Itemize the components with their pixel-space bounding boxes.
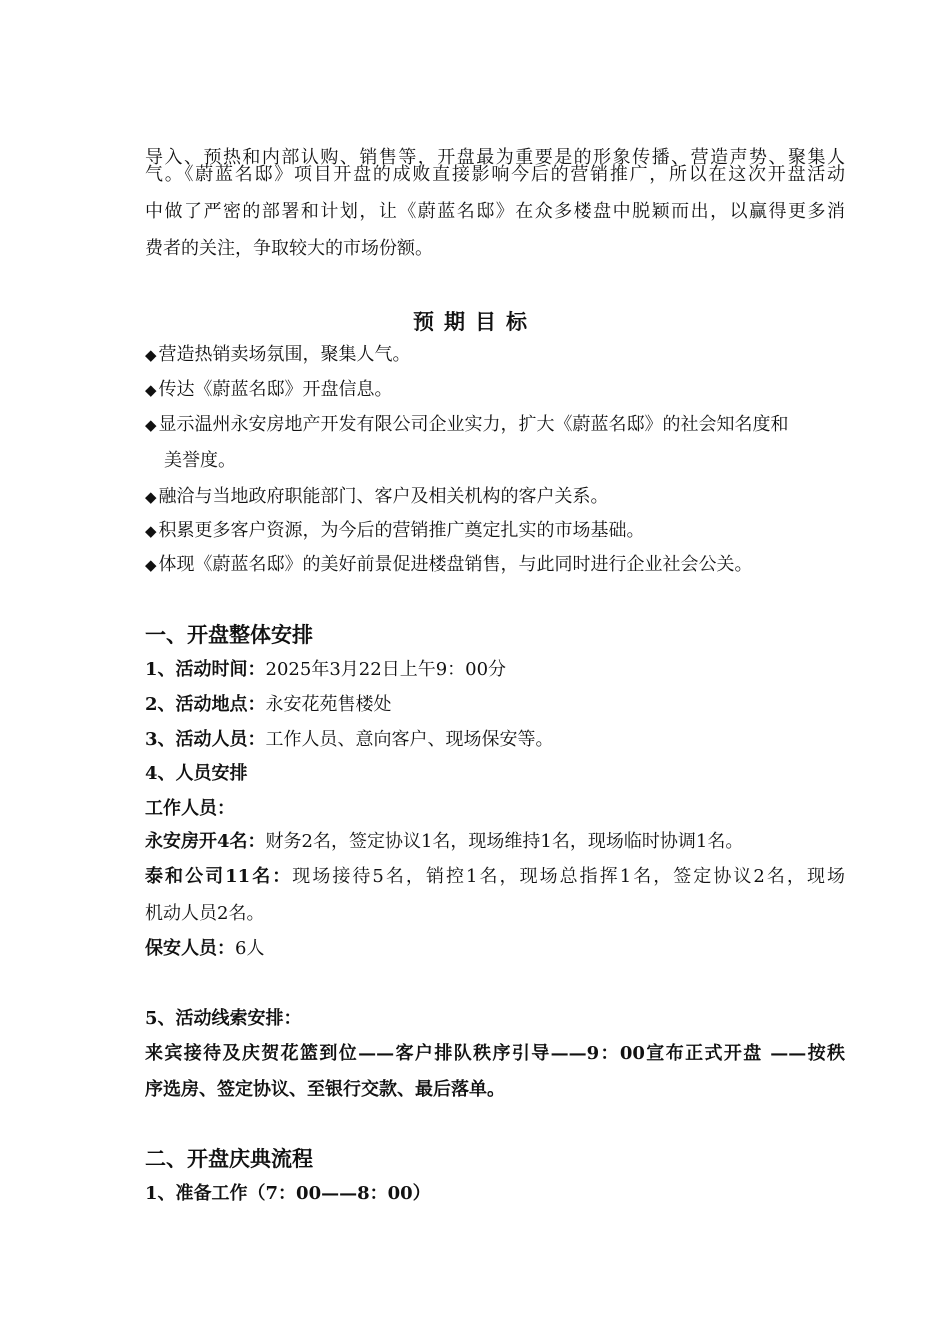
goal-item: ◆ 营造热销卖场氛围，聚集人气。 <box>145 344 411 365</box>
activity-place: 2、活动地点：永安花苑售楼处 <box>145 694 392 715</box>
activity-time: 1、活动时间：2025年3月22日上午9：00分 <box>145 659 507 680</box>
intro-line-4: 费者的关注，争取较大的市场份额。 <box>145 238 433 259</box>
section-heading: 二、开盘庆典流程 <box>145 1146 313 1171</box>
goal-item-continuation: 美誉度。 <box>164 450 236 471</box>
diamond-bullet-icon: ◆ <box>145 522 157 540</box>
prep-work: 1、准备工作（7：00——8：00） <box>145 1183 431 1204</box>
diamond-bullet-icon: ◆ <box>145 416 157 434</box>
goal-item: ◆ 传达《蔚蓝名邸》开盘信息。 <box>145 379 393 400</box>
flow-line-1: 来宾接待及庆贺花篮到位——客户排队秩序引导——9：00宣布正式开盘 ——按秩 <box>145 1043 845 1064</box>
diamond-bullet-icon: ◆ <box>145 381 157 399</box>
staff-label: 工作人员： <box>145 798 235 819</box>
security-staff: 保安人员：6人 <box>145 938 265 959</box>
diamond-bullet-icon: ◆ <box>145 346 157 364</box>
section-heading: 一、开盘整体安排 <box>145 622 313 647</box>
diamond-bullet-icon: ◆ <box>145 556 157 574</box>
diamond-bullet-icon: ◆ <box>145 488 157 506</box>
taihe-staff-continuation: 机动人员2名。 <box>145 903 265 924</box>
goal-item: ◆ 体现《蔚蓝名邸》的美好前景促进楼盘销售，与此同时进行企业社会公关。 <box>145 554 753 575</box>
taihe-staff: 泰和公司11名：现场接待5名，销控1名，现场总指挥1名，签定协议2名，现场 <box>145 866 845 887</box>
intro-line-2: 气。《蔚蓝名邸》项目开盘的成败直接影响今后的营销推广，所以在这次开盘活动 <box>145 164 845 185</box>
goal-item: ◆ 融洽与当地政府职能部门、客户及相关机构的客户关系。 <box>145 486 609 507</box>
activity-people: 3、活动人员：工作人员、意向客户、现场保安等。 <box>145 729 554 750</box>
goal-item: ◆ 积累更多客户资源，为今后的营销推广奠定扎实的市场基础。 <box>145 520 645 541</box>
intro-line-3: 中做了严密的部署和计划，让《蔚蓝名邸》在众多楼盘中脱颖而出，以赢得更多消 <box>145 201 845 222</box>
staff-heading: 4、人员安排 <box>145 763 248 784</box>
goals-title: 预期目标 <box>413 309 537 334</box>
flow-line-2: 序选房、签定协议、至银行交款、最后落单。 <box>145 1079 505 1100</box>
yongan-staff: 永安房开4名：财务2名，签定协议1名，现场维持1名，现场临时协调1名。 <box>145 831 744 852</box>
goal-item: ◆ 显示温州永安房地产开发有限公司企业实力，扩大《蔚蓝名邸》的社会知名度和 <box>145 414 789 435</box>
flow-label: 5、活动线索安排： <box>145 1008 302 1029</box>
intro-line-1: 导入、预热和内部认购、销售等，开盘最为重要是的形象传播、营造声势、聚集人 <box>145 147 845 168</box>
